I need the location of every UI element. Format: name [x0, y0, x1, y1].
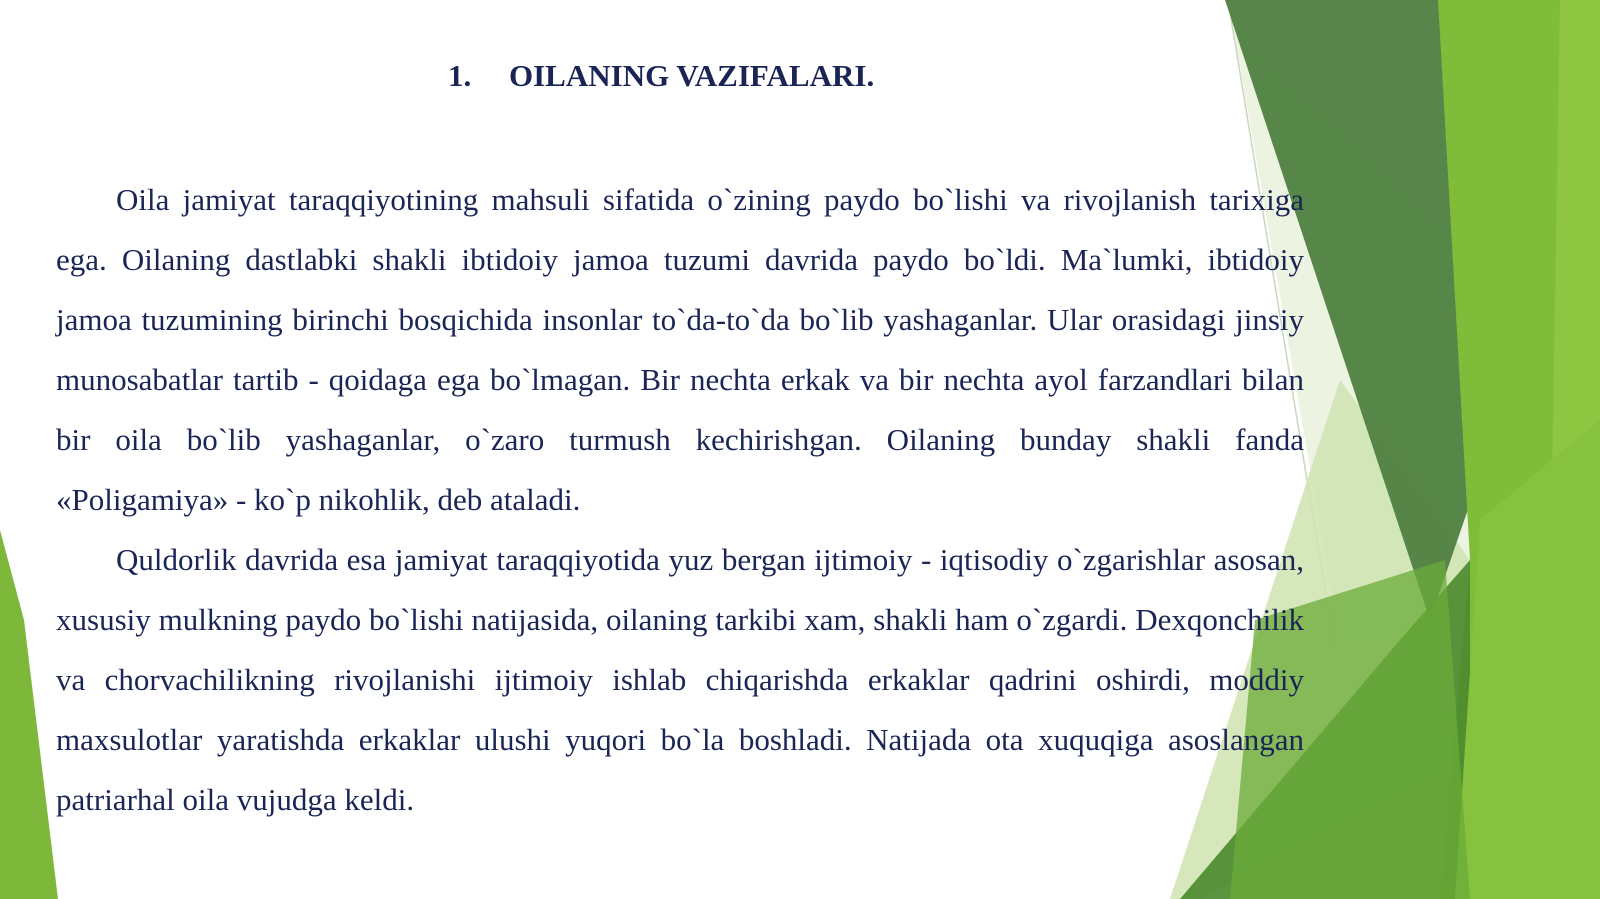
slide-title — [448, 58, 874, 94]
title-number: 1. — [448, 58, 472, 93]
left-green-shard — [0, 530, 58, 899]
body-text — [56, 170, 1304, 830]
paragraph-2: Quldorlik davrida esa jamiyat taraqqiyotida yuz bergan ijtimoiy - iqtisodiy o`zgarishlar asosan, xususiy mulkning paydo bo`lishi natijasida, oilaning tarkibi xam, shakli ham o`zgardi. Dexqonchilik va chorvachilikning rivojlanishi ijtimoiy ishlab chiqarishda erkaklar qadrini oshirdi, moddiy maxsulotlar yaratishda erkaklar ulushi yuqori bo`la boshladi. Natijada ota xuquqiga asoslangan patriarhal oila vujudga keldi. — [56, 542, 1304, 817]
title-text: OILANING VAZIFALARI. — [509, 58, 875, 93]
paragraph-1: Oila jamiyat taraqqiyotining mahsuli sifatida o`zining paydo bo`lishi va rivojlanish tarixiga ega. Oilaning dastlabki shakli ibtidoiy jamoa tuzumi davrida paydo bo`ldi. Ma`lumki, ibtidoiy jamoa tuzumining birinchi bosqichida insonlar to`da-to`da bo`lib yashaganlar. Ular orasidagi jinsiy munosabatlar tartib - qoidaga ega bo`lmagan. Bir nechta erkak va bir nechta ayol farzandlari bilan bir oila bo`lib yashaganlar, o`zaro turmush kechirishgan. Oilaning bunday shakli fanda «Poligamiya» - ko`p nikohlik, deb ataladi. — [56, 182, 1304, 517]
